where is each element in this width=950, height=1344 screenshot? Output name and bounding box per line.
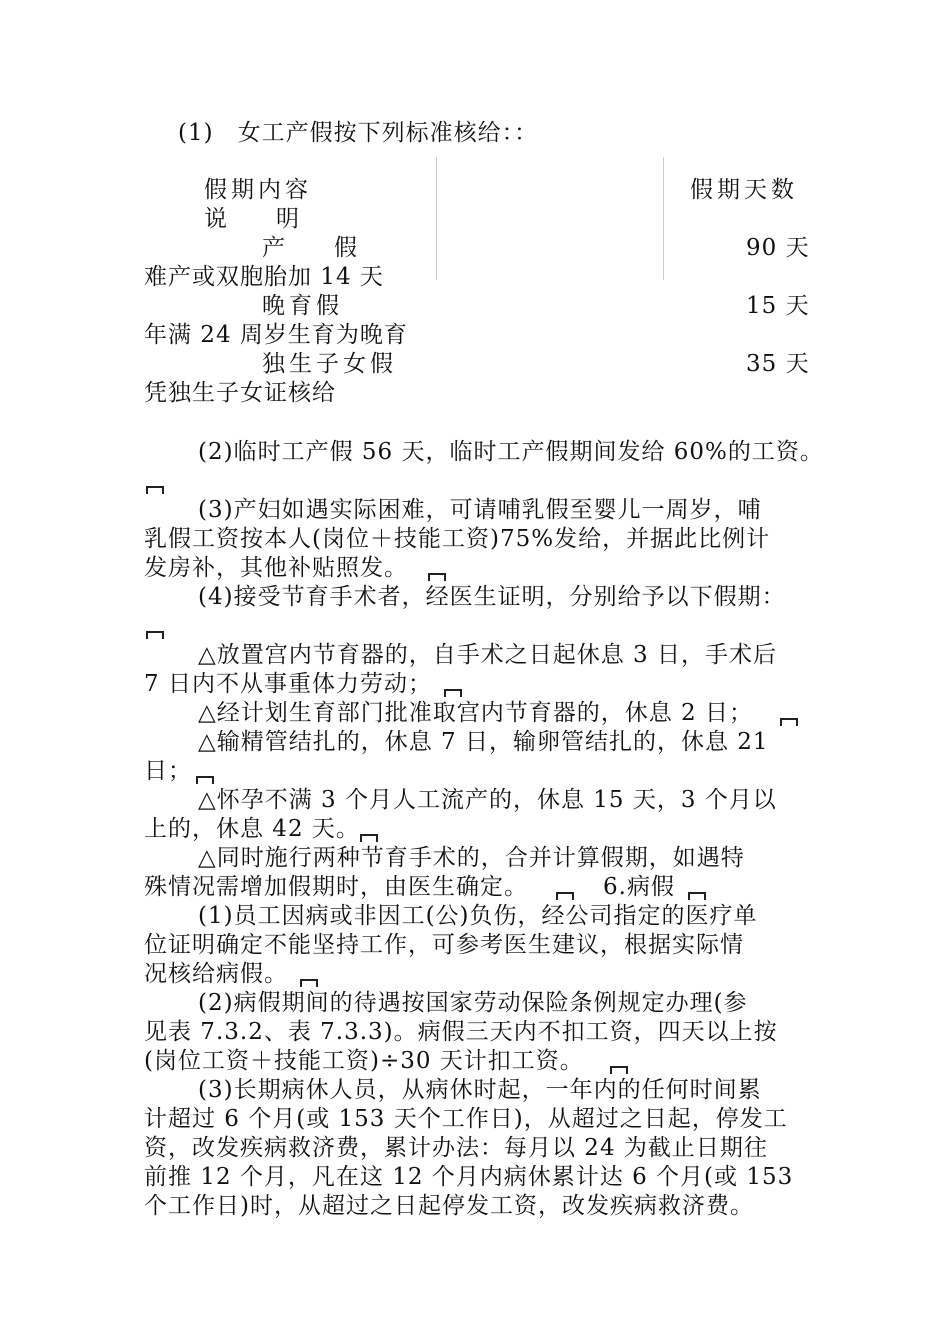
paragraph-mark bbox=[360, 834, 378, 842]
table-header-note: 说 明 bbox=[204, 206, 300, 232]
table-row-name: 独生子女假 bbox=[262, 351, 397, 377]
paragraph-mark bbox=[146, 486, 164, 494]
table-divider-left bbox=[436, 157, 437, 280]
intro-line: (1) 女工产假按下列标准核给：： bbox=[178, 120, 539, 146]
body-line: 殊情况需增加假期时，由医生确定。 bbox=[144, 874, 528, 900]
body-line: 前推 12 个月，凡在这 12 个月内病休累计达 6 个月(或 153 bbox=[144, 1164, 794, 1190]
table-row-days: 35 天 bbox=[746, 351, 810, 377]
body-line: 位证明确定不能坚持工作，可参考医生建议，根据实际情 bbox=[144, 932, 744, 958]
body-line: 日； bbox=[144, 758, 192, 784]
paragraph-mark bbox=[444, 689, 462, 697]
body-line: △放置宫内节育器的，自手术之日起休息 3 日，手术后 bbox=[198, 642, 777, 668]
body-line: (3)产妇如遇实际困难，可请哺乳假至婴儿一周岁，哺 bbox=[198, 497, 762, 523]
paragraph-mark bbox=[428, 573, 446, 581]
paragraph-mark bbox=[688, 892, 706, 900]
paragraph-mark bbox=[556, 892, 574, 900]
body-line: 乳假工资按本人(岗位＋技能工资)75%发给，并据此比例计 bbox=[144, 526, 771, 552]
paragraph-mark bbox=[300, 979, 318, 987]
body-line: 见表 7.3.2、表 7.3.3)。病假三天内不扣工资，四天以上按 bbox=[144, 1019, 778, 1045]
body-line: △经计划生育部门批准取宫内节育器的，休息 2 日； bbox=[198, 700, 753, 726]
body-line: 个工作日)时，从超过之日起停发工资，改发疾病救济费。 bbox=[144, 1193, 754, 1219]
paragraph-mark bbox=[610, 1066, 628, 1074]
body-line: △怀孕不满 3 个月人工流产的，休息 15 天，3 个月以 bbox=[198, 787, 777, 813]
table-divider-right bbox=[663, 157, 664, 280]
body-line: 发房补，其他补贴照发。 bbox=[144, 555, 408, 581]
table-row-name: 晚育假 bbox=[262, 293, 343, 319]
table-row-days: 90 天 bbox=[746, 235, 810, 261]
table-row-note: 年满 24 周岁生育为晚育 bbox=[144, 322, 408, 348]
section-heading: 6.病假 bbox=[603, 874, 675, 900]
body-line: (岗位工资＋技能工资)÷30 天计扣工资。 bbox=[144, 1048, 584, 1074]
table-row-note: 凭独生子女证核给 bbox=[144, 380, 336, 406]
paragraph-mark bbox=[146, 631, 164, 639]
body-line: (2)病假期间的待遇按国家劳动保险条例规定办理(参 bbox=[198, 990, 748, 1016]
body-line: 况核给病假。 bbox=[144, 961, 288, 987]
body-line: (3)长期病休人员，从病休时起，一年内的任何时间累 bbox=[198, 1077, 762, 1103]
body-line: 上的，休息 42 天。 bbox=[144, 816, 360, 842]
body-line: (4)接受节育手术者，经医生证明，分别给予以下假期： bbox=[198, 584, 786, 610]
body-line: 资，改发疾病救济费，累计办法：每月以 24 为截止日期往 bbox=[144, 1135, 768, 1161]
table-row-days: 15 天 bbox=[746, 293, 810, 319]
body-line: 计超过 6 个月(或 153 天个工作日)，从超过之日起，停发工 bbox=[144, 1106, 788, 1132]
body-line: △同时施行两种节育手术的，合并计算假期，如遇特 bbox=[198, 845, 745, 871]
table-row-note: 难产或双胞胎加 14 天 bbox=[144, 264, 384, 290]
body-line: (1)员工因病或非因工(公)负伤，经公司指定的医疗单 bbox=[198, 903, 758, 929]
body-line: △输精管结扎的，休息 7 日，输卵管结扎的，休息 21 bbox=[198, 729, 769, 755]
table-header-content: 假期内容 bbox=[204, 177, 312, 203]
body-line: 7 日内不从事重体力劳动； bbox=[144, 671, 432, 697]
paragraph-mark bbox=[196, 776, 214, 784]
table-header-days: 假期天数 bbox=[690, 177, 798, 203]
body-line: (2)临时工产假 56 天，临时工产假期间发给 60%的工资。 bbox=[198, 439, 824, 465]
paragraph-mark bbox=[780, 718, 798, 726]
table-row-name: 产 假 bbox=[262, 235, 358, 261]
